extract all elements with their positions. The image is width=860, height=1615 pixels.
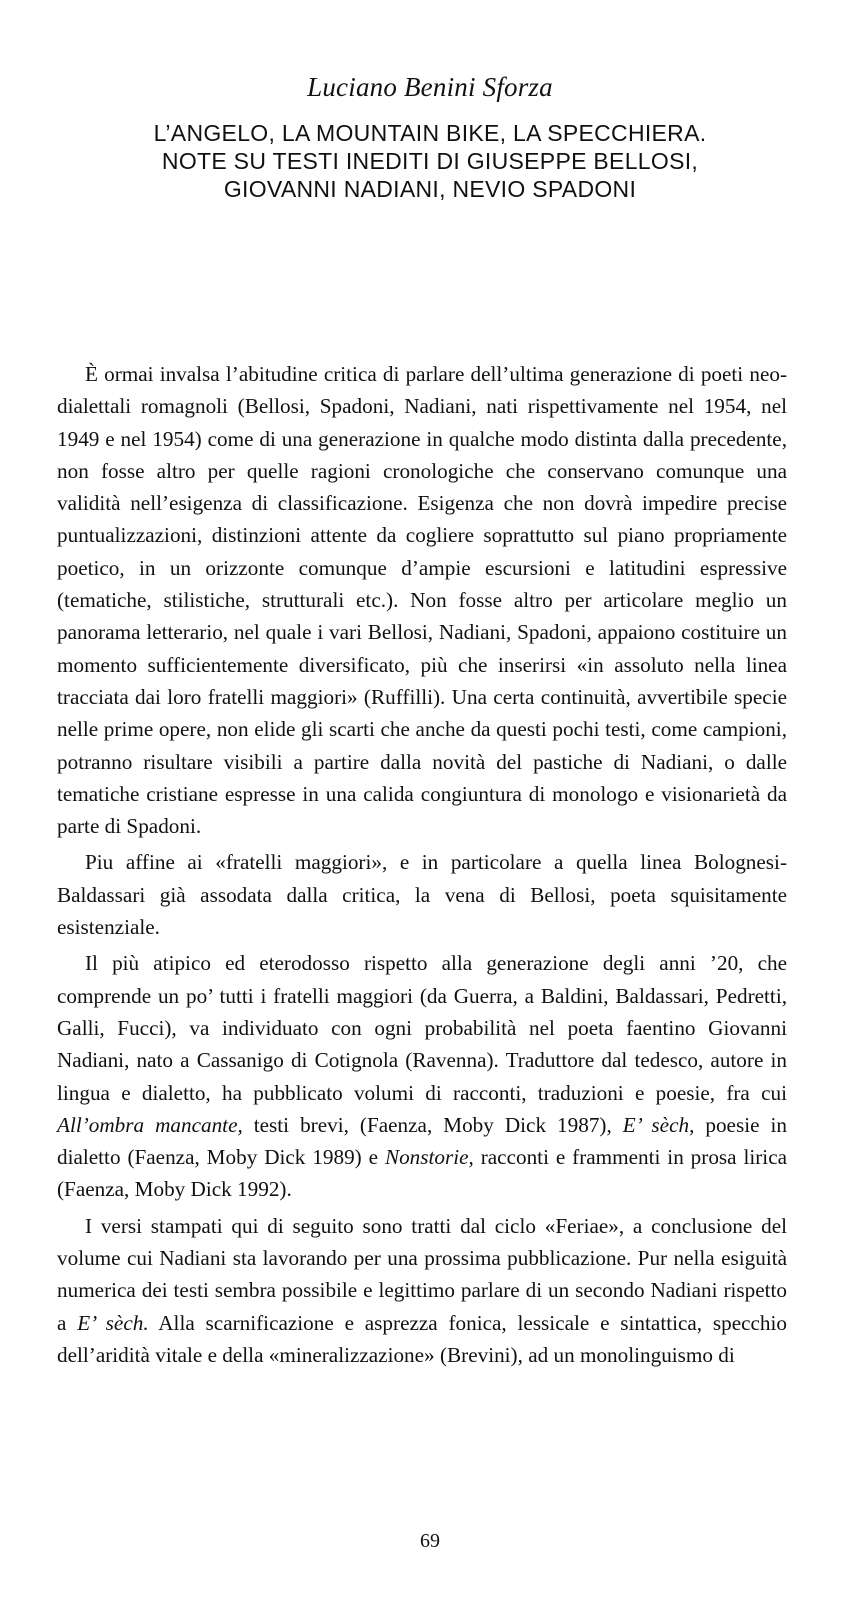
title-line-1: L’ANGELO, LA MOUNTAIN BIKE, LA SPECCHIERA. [153, 120, 707, 146]
title-line-2: NOTE SU TESTI INEDITI DI GIUSEPPE BELLOSI, [161, 148, 699, 174]
paragraph-4-text-1: I versi stampati qui di seguito sono tratti dal ciclo «Feriae», a conclusione del volume cui Nadiani sta lavorando per una prossima pubblicazione. Pur nella esiguità numerica dei testi sembra possibile e legittimo parlare di un secondo Nadiani rispetto a [57, 1213, 787, 1335]
paragraph-2: Piu affine ai «fratelli maggiori», e in particolare a quella linea Bolognesi-Baldassari già assodata dalla critica, la vena di Bellosi, poeta squisitamente esistenziale. [57, 850, 787, 940]
title-line-3: GIOVANNI NADIANI, NEVIO SPADONI [223, 176, 637, 202]
page-number: 69 [420, 1530, 440, 1552]
paragraph-4-text-2: Alla scarnificazione e asprezza fonica, lessicale e sintattica, specchio dell’aridità vitale e della «mineralizzazione» (Brevini), ad un monolinguismo di [57, 1310, 788, 1367]
book-title-allombra-mancante: All’ombra mancante, [57, 1112, 243, 1137]
book-title-e-sech: E’ sèch, [622, 1112, 695, 1137]
article-title [0, 119, 860, 203]
paragraph-1: È ormai invalsa l’abitudine critica di parlare dell’ultima generazione di poeti neo-dialettali romagnoli (Bellosi, Spadoni, Nadiani, nati rispettivamente nel 1954, nel 1949 e nel 1954) come di una generazione in qualche modo distinta dalla precedente, non fosse altro per quelle ragioni cronologiche che conservano comunque una validità nell’esigenza di classificazione. Esigenza che non dovrà impedire precise puntualizzazioni, distinzioni attente da cogliere soprattutto sul piano propriamente poetico, in un orizzonte comunque d’ampie escursioni e latitudini espressive (tematiche, stilistiche, strutturali etc.). Non fosse altro per articolare meglio un panorama letterario, nel quale i vari Bellosi, Nadiani, Spadoni, appaiono costituire un momento sufficientemente diversificato, più che inserirsi «in assoluto nella linea tracciata dai loro fratelli maggiori» (Ruffilli). Una certa continuità, avvertibile specie nelle prime opere, non elide gli scarti che anche da questi pochi testi, come campioni, potranno risultare visibili a partire dalla novità del pastiche di Nadiani, o dalle tematiche cristiane espresse in una calida congiuntura di monologo e visionarietà da parte di Spadoni. [57, 362, 787, 839]
article-body [57, 358, 787, 1375]
paragraph-3-text-4: racconti e frammenti in prosa lirica (Faenza, Moby Dick 1992). [57, 1145, 788, 1202]
paragraph-4 [57, 1210, 787, 1371]
book-title-nonstorie: Nonstorie, [384, 1145, 474, 1170]
author-name: Luciano Benini Sforza [307, 72, 553, 102]
paragraph-3-text-3: poesie in dialetto (Faenza, Moby Dick 1989) e [57, 1112, 787, 1170]
paragraph-3-text-1: Il più atipico ed eterodosso rispetto alla generazione degli anni ’20, che comprende un po’ tutti i fratelli maggiori (da Guerra, a Baldini, Baldassari, Pedretti, Galli, Fucci), va individuato con ogni probabilità nel poeta faentino Giovanni Nadiani, nato a Cassanigo di Cotignola (Ravenna). Traduttore dal tedesco, autore in lingua e dialetto, ha pubblicato volumi di racconti, traduzioni e poesie, fra cui [57, 951, 787, 1105]
paragraph-3-text-2: testi brevi, (Faenza, Moby Dick 1987), [242, 1112, 623, 1137]
book-title-e-sech-ref: E’ sèch. [77, 1310, 149, 1335]
paragraph-3 [57, 947, 787, 1205]
